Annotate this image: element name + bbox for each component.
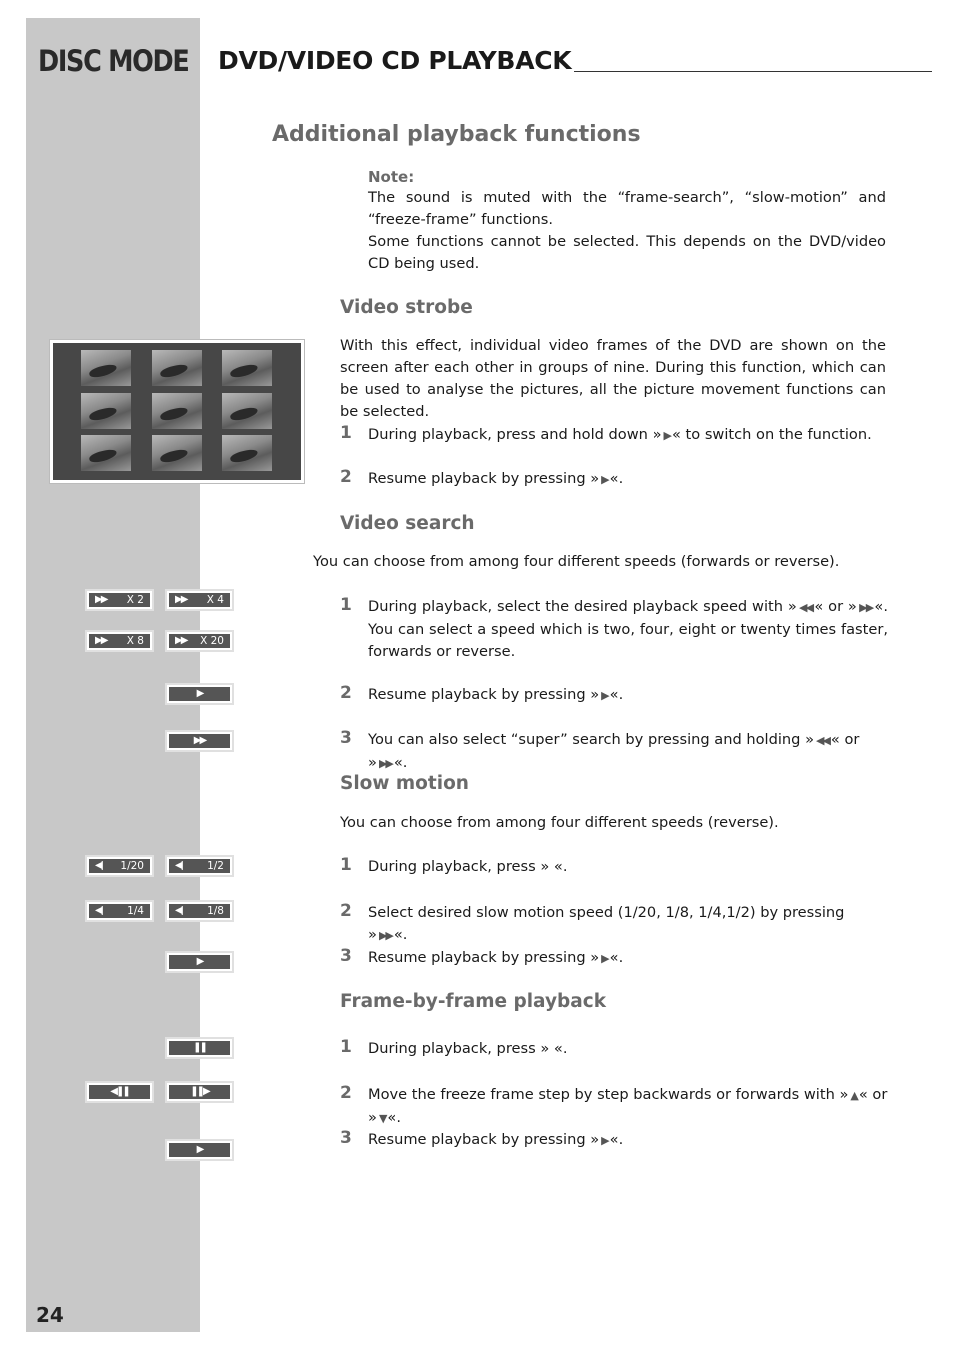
step-text-part: « or » bbox=[814, 598, 857, 615]
step-back-icon: ◀❚❚ bbox=[110, 1086, 129, 1097]
fast-forward-icon: ▶▶ bbox=[193, 735, 206, 746]
strobe-grid bbox=[53, 343, 301, 480]
pause-icon: ❚❚ bbox=[193, 1042, 206, 1053]
fast-forward-icon: ▶▶ bbox=[378, 929, 392, 942]
step-number: 2 bbox=[340, 683, 352, 703]
step-text bbox=[368, 424, 888, 447]
step-text-part: Resume playback by pressing » bbox=[368, 686, 600, 703]
strobe-frame bbox=[81, 435, 131, 471]
slow-1-8-button bbox=[165, 900, 234, 922]
strobe-frame bbox=[222, 393, 272, 429]
step-text bbox=[368, 684, 888, 707]
note-label: Note: bbox=[368, 168, 415, 186]
step-number: 1 bbox=[340, 423, 352, 443]
video-search-intro: You can choose from among four different speeds (forwards or reverse). bbox=[313, 553, 840, 570]
play-icon: ▶ bbox=[196, 688, 203, 699]
step-text-part: Resume playback by pressing » bbox=[368, 1131, 600, 1148]
slow-motion-intro: You can choose from among four different speeds (reverse). bbox=[340, 814, 779, 831]
search-x8-button bbox=[85, 630, 154, 652]
step-text bbox=[368, 1084, 888, 1130]
super-search-button bbox=[165, 730, 234, 752]
strobe-frame bbox=[81, 350, 131, 386]
search-x2-button bbox=[85, 589, 154, 611]
step-number: 3 bbox=[340, 728, 352, 748]
slow-1-4-button bbox=[85, 900, 154, 922]
button-label: X 8 bbox=[126, 634, 144, 647]
step-text-part: Resume playback by pressing » bbox=[368, 470, 600, 487]
search-x20-button bbox=[165, 630, 234, 652]
page-title: DVD/VIDEO CD PLAYBACK bbox=[218, 46, 572, 75]
step-text-part: « or » bbox=[368, 731, 860, 771]
play-icon: ▶ bbox=[601, 689, 608, 702]
strobe-frame bbox=[81, 393, 131, 429]
play-icon: ▶ bbox=[601, 473, 608, 486]
strobe-frame bbox=[222, 350, 272, 386]
step-text-part: «. bbox=[393, 754, 408, 771]
up-arrow-icon: ▲ bbox=[850, 1089, 857, 1102]
step-text-part: You can also select “super” search by pressing and holding » bbox=[368, 731, 814, 748]
slow-icon: ◀ǀ bbox=[95, 905, 102, 916]
pause-button bbox=[165, 1037, 234, 1059]
step-text-part: Move the freeze frame step by step backwards or forwards with » bbox=[368, 1086, 849, 1103]
step-text bbox=[368, 729, 888, 775]
button-label: 1/20 bbox=[120, 859, 144, 872]
heading-frame-by-frame: Frame-by-frame playback bbox=[340, 991, 607, 1012]
step-text-part: During playback, select the desired playback speed with » bbox=[368, 598, 797, 615]
step-back-button bbox=[85, 1081, 154, 1103]
play-icon: ▶ bbox=[663, 429, 670, 442]
slow-icon: ◀ǀ bbox=[95, 860, 102, 871]
step-text: During playback, press » «. bbox=[368, 858, 568, 875]
step-text-part: «. bbox=[609, 470, 624, 487]
heading-video-strobe: Video strobe bbox=[340, 297, 473, 318]
step-forward-button bbox=[165, 1081, 234, 1103]
slow-icon: ◀ǀ bbox=[175, 860, 182, 871]
step-number: 2 bbox=[340, 901, 352, 921]
section-title: Additional playback functions bbox=[272, 122, 641, 147]
heading-slow-motion: Slow motion bbox=[340, 773, 469, 794]
note-text-2: Some functions cannot be selected. This depends on the DVD/video CD being used. bbox=[368, 233, 886, 272]
step-text-part: «. You can select a speed which is two, four, eight or twenty times faster, forwards or reverse. bbox=[368, 598, 888, 660]
title-rule bbox=[574, 71, 932, 72]
disc-mode-label: DISC MODE bbox=[38, 44, 189, 78]
button-label: 1/8 bbox=[207, 904, 224, 917]
slow-icon: ◀ǀ bbox=[175, 905, 182, 916]
step-text-part: Select desired slow motion speed (1/20, 1/8, 1/4,1/2) by pressing » bbox=[368, 904, 845, 943]
step-text-part: «. bbox=[609, 686, 624, 703]
button-label: 1/4 bbox=[127, 904, 144, 917]
strobe-frame bbox=[222, 435, 272, 471]
rewind-icon: ◀◀ bbox=[798, 601, 813, 614]
step-number: 2 bbox=[340, 467, 352, 487]
strobe-frame bbox=[152, 350, 202, 386]
down-arrow-icon: ▼ bbox=[378, 1112, 386, 1125]
play-icon: ▶ bbox=[196, 1144, 203, 1155]
step-text-part: During playback, press and hold down » bbox=[368, 426, 662, 443]
play-icon: ▶ bbox=[601, 1134, 608, 1147]
search-x4-button bbox=[165, 589, 234, 611]
step-text-part: «. bbox=[387, 1109, 401, 1126]
strobe-frame bbox=[152, 435, 202, 471]
play-button bbox=[165, 683, 234, 705]
button-label: X 2 bbox=[126, 593, 144, 606]
play-button bbox=[165, 951, 234, 973]
step-text-part: «. bbox=[393, 926, 408, 943]
button-label: 1/2 bbox=[207, 859, 224, 872]
step-text: During playback, press » «. bbox=[368, 1040, 568, 1057]
step-text-part: Resume playback by pressing » bbox=[368, 949, 600, 966]
step-text bbox=[368, 947, 888, 970]
step-text-part: «. bbox=[609, 949, 624, 966]
step-text bbox=[368, 468, 888, 491]
fast-forward-icon: ▶▶ bbox=[175, 635, 187, 646]
video-strobe-image bbox=[49, 339, 305, 484]
button-label: X 4 bbox=[206, 593, 224, 606]
step-text bbox=[368, 902, 888, 947]
video-strobe-intro: With this effect, individual video frames of the DVD are shown on the screen after each other in groups of nine. During this function, which can be used to analyse the pictures, all the picture movement functions can be selected. bbox=[340, 337, 886, 420]
page-number: 24 bbox=[36, 1303, 64, 1327]
button-label: X 20 bbox=[200, 634, 224, 647]
fast-forward-icon: ▶▶ bbox=[175, 594, 187, 605]
slow-1-2-button bbox=[165, 855, 234, 877]
fast-forward-icon: ▶▶ bbox=[858, 601, 873, 614]
play-button bbox=[165, 1139, 234, 1161]
step-number: 1 bbox=[340, 1037, 352, 1057]
strobe-frame bbox=[152, 393, 202, 429]
step-text bbox=[368, 1129, 888, 1152]
step-number: 3 bbox=[340, 946, 352, 966]
step-text-part: « to switch on the function. bbox=[671, 426, 872, 443]
play-icon: ▶ bbox=[196, 956, 203, 967]
step-text bbox=[368, 596, 888, 663]
rewind-icon: ◀◀ bbox=[816, 734, 829, 747]
step-number: 1 bbox=[340, 595, 352, 615]
step-number: 2 bbox=[340, 1083, 352, 1103]
step-number: 1 bbox=[340, 855, 352, 875]
step-forward-icon: ❚❚▶ bbox=[190, 1086, 209, 1097]
slow-1-20-button bbox=[85, 855, 154, 877]
play-icon: ▶ bbox=[601, 952, 608, 965]
fast-forward-icon: ▶▶ bbox=[378, 757, 392, 770]
fast-forward-icon: ▶▶ bbox=[95, 594, 107, 605]
step-text-part: «. bbox=[609, 1131, 624, 1148]
sidebar-band bbox=[26, 18, 200, 1332]
step-text-part: « or » bbox=[368, 1086, 888, 1126]
step-number: 3 bbox=[340, 1128, 352, 1148]
heading-video-search: Video search bbox=[340, 513, 475, 534]
note-text-1: The sound is muted with the “frame-search”, “slow-motion” and “freeze-frame” functions. bbox=[368, 189, 886, 228]
fast-forward-icon: ▶▶ bbox=[95, 635, 107, 646]
